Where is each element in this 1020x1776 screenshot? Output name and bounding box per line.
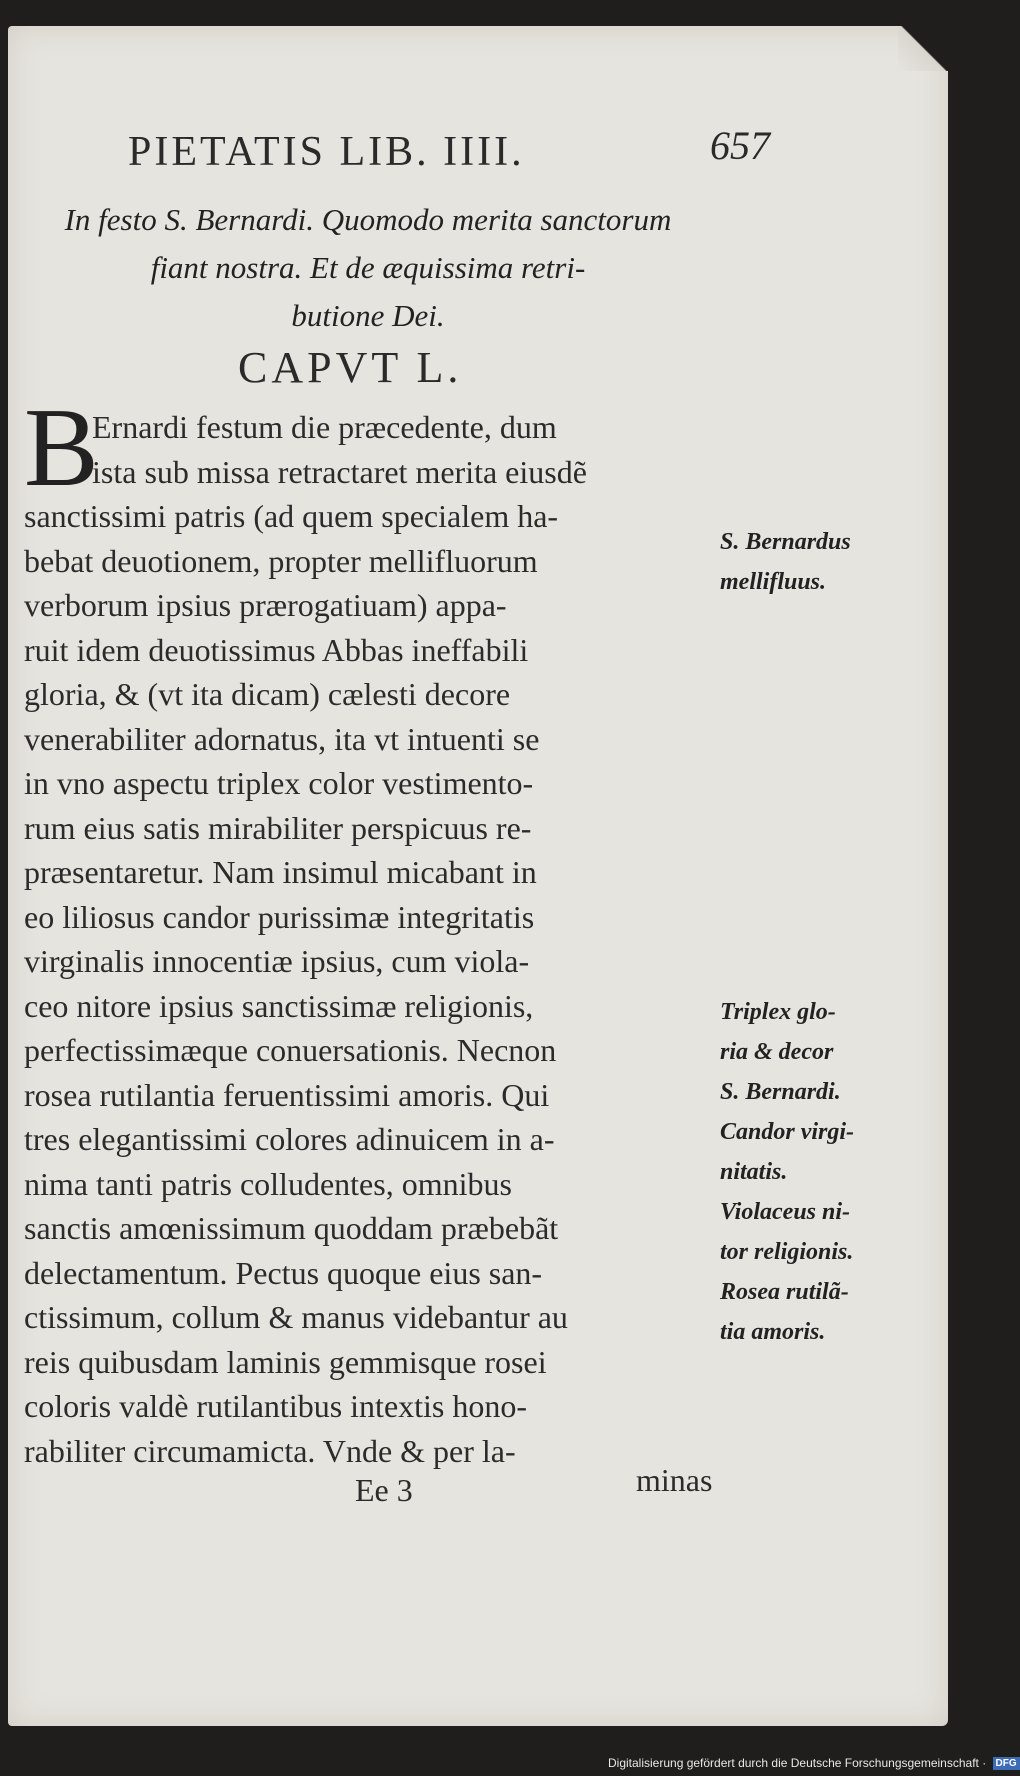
text-line: reis quibusdam laminis gemmisque rosei (24, 1343, 547, 1380)
digitization-credit (608, 1756, 1020, 1770)
text-line: verborum ipsius prærogatiuam) appa- (24, 587, 507, 623)
margin-note-line: tor religionis. (720, 1239, 854, 1265)
margin-note-line: S. Bernardi. (720, 1079, 841, 1105)
margin-note-line: Triplex glo- (720, 999, 836, 1025)
catchword: minas (636, 1462, 713, 1498)
margin-note-triplex (720, 992, 940, 1352)
text-line: venerabiliter adornatus, ita vt intuenti se (24, 720, 540, 757)
text-line: rosea rutilantia feruentissimi amoris. Qui (24, 1076, 550, 1113)
text-line: coloris valdè rutilantibus intextis hono- (24, 1388, 528, 1424)
text-line: sanctissimi patris (ad quem specialem ha- (24, 498, 559, 534)
margin-note-line: S. Bernardus (720, 529, 851, 555)
text-line: sanctis amœnissimum quoddam præbebãt (24, 1210, 559, 1246)
text-line: eo liliosus candor purissimæ integritatis (24, 898, 535, 935)
credit-text: Digitalisierung gefördert durch die Deutsche Forschungsgemeinschaft · (608, 1756, 987, 1770)
body-text (24, 405, 724, 1473)
text-line: præsentaretur. Nam insimul micabant in (24, 854, 537, 890)
margin-note-line: ria & decor (720, 1039, 834, 1065)
text-line: Ernardi festum die præcedente, dum (92, 409, 557, 445)
text-line: rabiliter circumamicta. Vnde & per la- (24, 1432, 516, 1469)
text-line: in vno aspectu triplex color vestimento- (24, 765, 534, 801)
margin-note-line: tia amoris. (720, 1319, 826, 1345)
margin-note-line: mellifluus. (720, 569, 827, 595)
dfg-logo: DFG (993, 1757, 1020, 1770)
running-head: PIETATIS LIB. IIII. (128, 129, 525, 175)
page-corner (898, 26, 948, 71)
text-line: ceo nitore ipsius sanctissimæ religionis, (24, 987, 534, 1024)
heading-line: In festo S. Bernardi. Quomodo merita sanctorum (64, 202, 672, 237)
margin-note-line: Candor virgi- (720, 1119, 855, 1145)
text-line: delectamentum. Pectus quoque eius san- (24, 1254, 543, 1291)
text-line: ista sub missa retractaret merita eiusdẽ (92, 453, 587, 490)
drop-capital: B (24, 386, 99, 510)
text-line: nima tanti patris colludentes, omnibus (24, 1165, 512, 1202)
text-line: ruit idem deuotissimus Abbas ineffabili (24, 631, 529, 668)
signature-mark: Ee 3 (355, 1472, 413, 1508)
margin-note-line: Rosea rutilã- (720, 1279, 849, 1305)
chapter-heading (18, 196, 718, 340)
chapter-title: CAPVT L. (238, 343, 463, 392)
margin-note-bernardus (720, 522, 940, 602)
text-line: perfectissimæque conuersationis. Necnon (24, 1032, 557, 1068)
text-line: virginalis innocentiæ ipsius, cum viola- (24, 943, 530, 979)
heading-line: butione Dei. (291, 298, 445, 333)
text-line: gloria, & (vt ita dicam) cælesti decore (24, 676, 511, 712)
text-line: tres elegantissimi colores adinuicem in a- (24, 1121, 555, 1157)
margin-note-line: Violaceus ni- (720, 1199, 851, 1225)
text-line: rum eius satis mirabiliter perspicuus re- (24, 809, 532, 846)
page-number: 657 (710, 123, 770, 168)
text-line: bebat deuotionem, propter mellifluorum (24, 542, 538, 579)
margin-note-line: nitatis. (720, 1159, 788, 1185)
heading-line: fiant nostra. Et de æquissima retri- (150, 250, 586, 285)
text-line: ctissimum, collum & manus videbantur au (24, 1299, 568, 1335)
